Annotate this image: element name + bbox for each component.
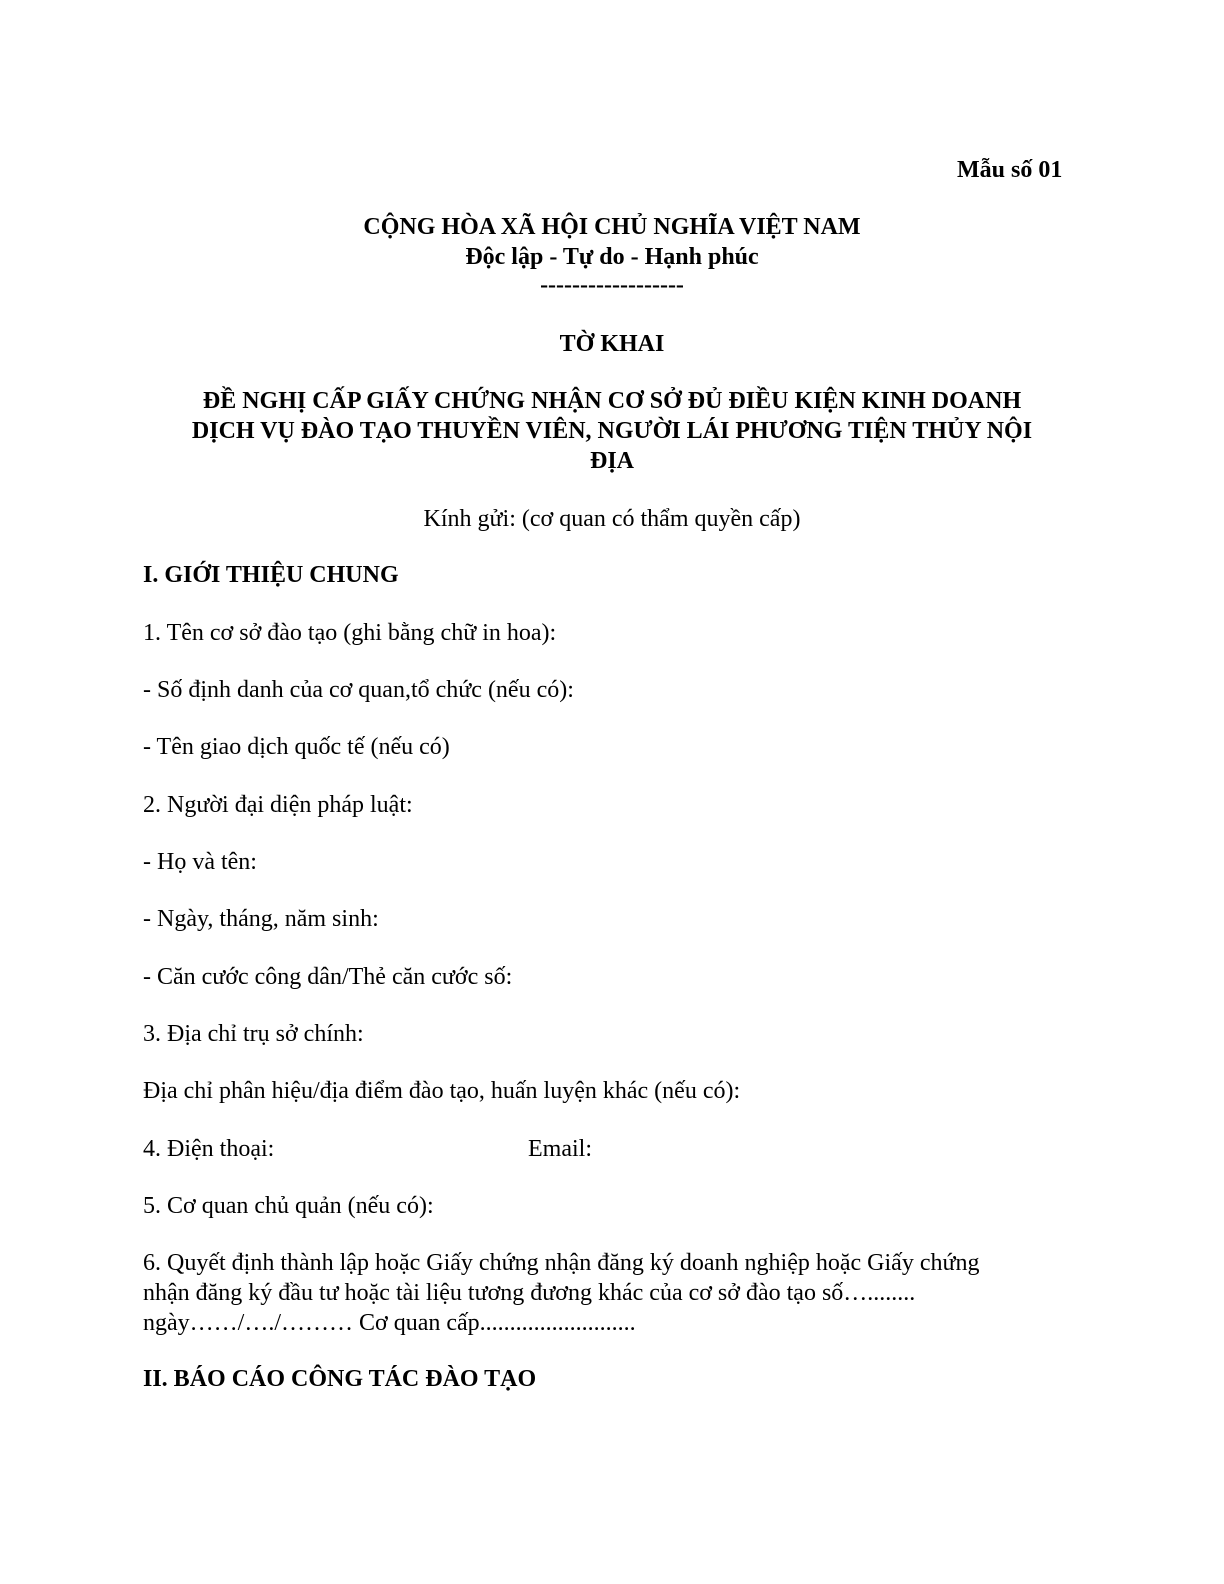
field-email: Email: — [528, 1136, 592, 1162]
field-establishment-decision-line-1: 6. Quyết định thành lập hoặc Giấy chứng nhận đăng ký doanh nghiệp hoặc Giấy chứng — [143, 1250, 980, 1276]
field-training-facility-name: 1. Tên cơ sở đào tạo (ghi bằng chữ in hoa): — [143, 620, 557, 646]
recipient-line: Kính gửi: (cơ quan có thẩm quyền cấp) — [423, 506, 801, 532]
field-date-of-birth: - Ngày, tháng, năm sinh: — [143, 906, 379, 932]
field-legal-representative: 2. Người đại diện pháp luật: — [143, 792, 413, 818]
document-subtitle-line-1: ĐỀ NGHỊ CẤP GIẤY CHỨNG NHẬN CƠ SỞ ĐỦ ĐIỀU KIỆN KINH DOANH — [202, 388, 1022, 414]
field-head-office-address: 3. Địa chỉ trụ sở chính: — [143, 1021, 364, 1047]
field-establishment-decision-line-2: nhận đăng ký đầu tư hoặc tài liệu tương đương khác của cơ sở đào tạo số…........ — [143, 1280, 916, 1306]
document-title: TỜ KHAI — [559, 331, 665, 357]
field-phone: 4. Điện thoại: — [143, 1136, 275, 1162]
header-separator: ------------------ — [540, 272, 684, 298]
field-branch-address: Địa chỉ phân hiệu/địa điểm đào tạo, huấn luyện khác (nếu có): — [143, 1078, 741, 1104]
field-managing-agency: 5. Cơ quan chủ quản (nếu có): — [143, 1193, 434, 1219]
country-name: CỘNG HÒA XÃ HỘI CHỦ NGHĨA VIỆT NAM — [363, 214, 861, 240]
form-number: Mẫu số 01 — [957, 157, 1063, 183]
field-id-card: - Căn cước công dân/Thẻ căn cước số: — [143, 964, 513, 990]
national-motto: Độc lập - Tự do - Hạnh phúc — [465, 244, 759, 270]
field-establishment-decision-line-3: ngày……/…./……… Cơ quan cấp.......................... — [143, 1310, 636, 1336]
section-2-heading: II. BÁO CÁO CÔNG TÁC ĐÀO TẠO — [143, 1366, 537, 1392]
field-organization-id: - Số định danh của cơ quan,tổ chức (nếu có): — [143, 677, 574, 703]
document-subtitle-line-3: ĐỊA — [589, 448, 634, 474]
section-1-heading: I. GIỚI THIỆU CHUNG — [143, 562, 399, 588]
document-subtitle-line-2: DỊCH VỤ ĐÀO TẠO THUYỀN VIÊN, NGƯỜI LÁI PHƯƠNG TIỆN THỦY NỘI — [191, 418, 1033, 444]
field-international-name: - Tên giao dịch quốc tế (nếu có) — [143, 734, 450, 760]
field-full-name: - Họ và tên: — [143, 849, 257, 875]
